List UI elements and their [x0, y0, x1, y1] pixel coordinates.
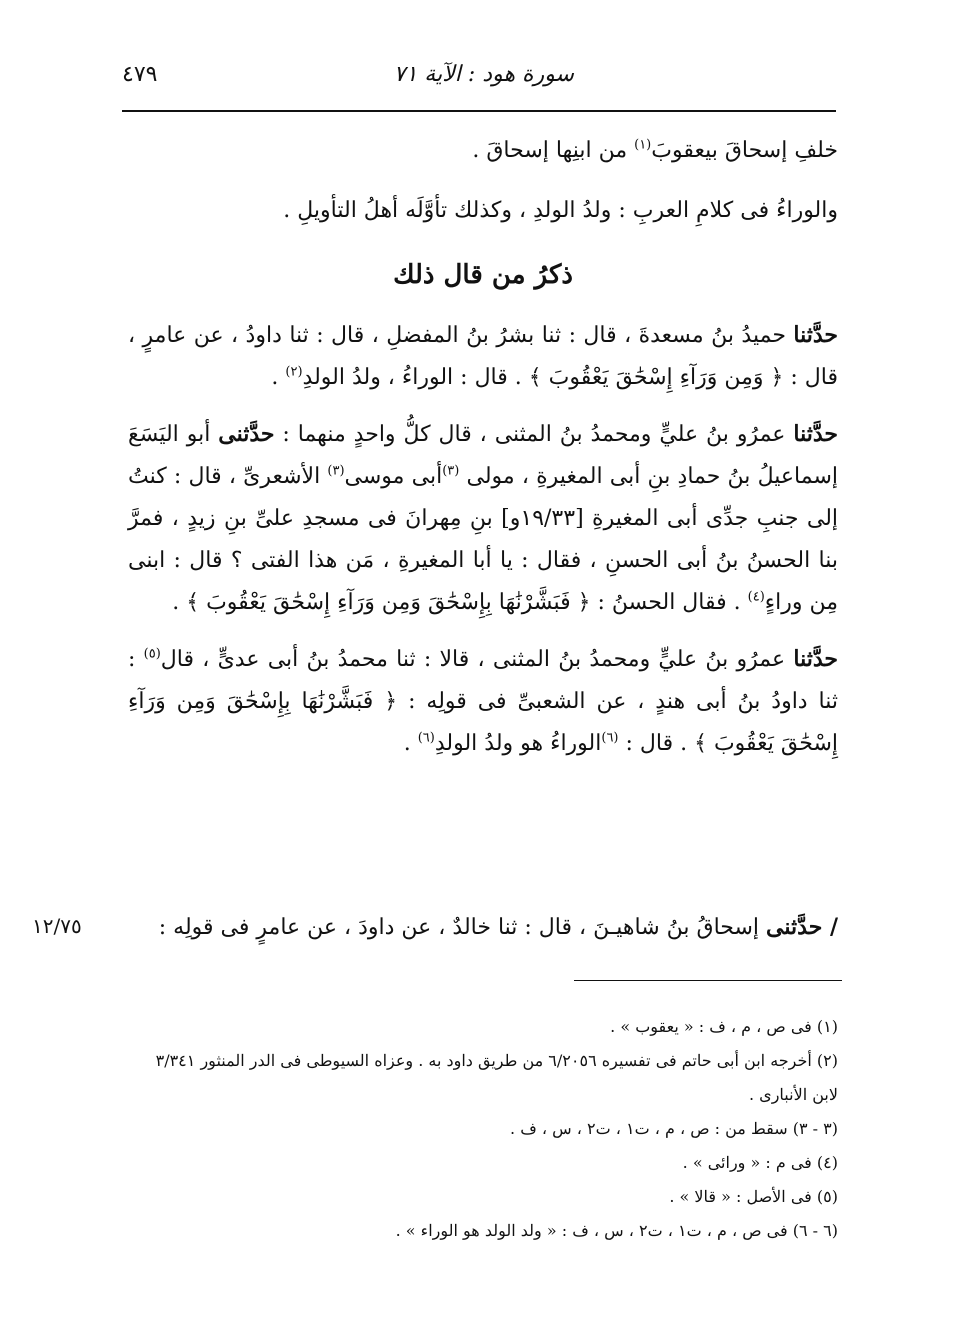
footnote-2: (٢) أخرجه ابن أبى حاتم فى تفسيره ٦/٢٠٥٦ من طريق داود به . وعزاه السيوطى فى الدر المنثور ٣/٣٤١ لابن الأنبارى .: [155, 1051, 838, 1104]
narration-lead: / حدَّثنى: [766, 914, 838, 940]
paragraph-5-text-d: .: [403, 731, 418, 756]
footnote-ref-1: (١): [634, 137, 652, 153]
narration-lead: حدَّثنا: [793, 646, 838, 672]
margin-folio-note: ١٢/٧٥: [32, 914, 82, 938]
paragraph-5-text-a: عمرُو بنُ عليٍّ ومحمدُ بنُ المثنى ، قالا : ثنا محمدُ بنُ أبى عدىٍّ ، قال: [160, 647, 794, 672]
paragraph-1: [128, 130, 838, 172]
paragraph-4: [128, 413, 838, 624]
section-heading: ذكرُ من قال ذلك: [393, 260, 573, 290]
footnote-rule: [574, 980, 842, 981]
paragraph-5-text-c: الوراءُ هو ولدُ الولدِ: [434, 731, 602, 756]
footnote-ref-3a: (٣): [442, 463, 460, 479]
paragraph-6: [118, 906, 838, 949]
page-header: [122, 60, 836, 100]
footnote-ref-3b: (٣): [327, 463, 345, 479]
paragraph-6-text-a: إسحاقُ بنُ شاهيـنَ ، قال : ثنا خالدٌ ، عن داودَ ، عن عامرٍ فى قولِه :: [158, 915, 767, 940]
narration-lead: حدَّثنا: [793, 421, 838, 447]
paragraph-3-text-a: حميدُ بنُ مسعدةَ ، قال : ثنا بشرُ بنُ المفضلِ ، قال : ثنا داودُ ، عن عامرٍ ، قال : ﴿ وَمِن وَرَآءِ إِسْحَٰقَ يَعْقُوبَ ﴾ . قال : الوراءُ ، ولدُ الولدِ: [128, 323, 838, 390]
footnote-ref-6b: (٦): [417, 730, 435, 746]
footnote-6: (٦ - ٦) فى ص ، م ، ت١ ، ت٢ ، س ، ف : « ولد الولد هو الوراء » .: [395, 1221, 838, 1240]
header-rule: [122, 110, 836, 112]
footnote-1: (١) فى ص ، م ، ف : « يعقوب » .: [610, 1017, 838, 1036]
footnote-5: (٥) فى الأصل : « قالا » .: [669, 1187, 838, 1206]
main-text: [128, 130, 838, 779]
paragraph-2: والوراءُ فى كلامِ العربِ : ولدُ الولدِ ، وكذلك تأوَّلَه أهلُ التأويلِ .: [283, 198, 838, 223]
narration-lead: حدَّثنا: [793, 322, 838, 348]
paragraph-1-text-b: من ابنِها إسحاقَ .: [472, 138, 635, 163]
footnote-ref-4: (٤): [747, 589, 765, 605]
paragraph-1-text-a: خلفِ إسحاقَ بيعقوبَ: [651, 138, 838, 163]
paragraph-4-text-a: عمرُو بنُ عليٍّ ومحمدُ بنُ المثنى ، قال كلُّ واحدٍ منهما :: [274, 422, 794, 447]
paragraph-4-text-e: . فقال الحسنُ : ﴿ فَبَشَّرْنَٰهَا بِإِسْحَٰقَ وَمِن وَرَآءِ إِسْحَٰقَ يَعْقُوبَ ﴾ .: [172, 590, 748, 615]
paragraph-4-text-d: الأشعرىِّ ، قال : كنتُ إلى جنبِ جدِّى أبى المغيرةِ [١٩/٣٣و] بنِ مِهرانَ فى مسجدِ علىِّ بنِ زيدٍ ، فمرَّ بنا الحسنُ بنُ أبى الحسنِ ، فقال : يا أبا المغيرةِ ، مَن هذا الفتى ؟ قال : ابنى مِن وراءٍ: [128, 464, 839, 615]
footnote-3: (٣ - ٣) سقط من : ص ، م ، ت١ ، ت٢ ، س ، ف .: [510, 1119, 838, 1138]
paragraph-5-text-b: : ثنا داودُ بنُ أبى هندٍ ، عن الشعبىِّ فى قولِه : ﴿ فَبَشَّرْنَٰهَا بِإِسْحَٰقَ وَمِن وَرَآءِ إِسْحَٰقَ يَعْقُوبَ ﴾ . قال :: [128, 647, 838, 756]
footnotes: [128, 1010, 838, 1248]
footnote-ref-6a: (٦): [601, 730, 619, 746]
footnote-ref-2: (٢): [285, 364, 303, 380]
paragraph-3: [128, 314, 838, 399]
running-title: سورة هود : الآية ٧١: [393, 62, 574, 87]
paragraph-4-text-c: أبى موسى: [344, 464, 443, 489]
paragraph-4-text-b: أبو اليَسَعَ إسماعيلُ بنُ حمادِ بنِ أبى المغيرةِ ، مولى: [128, 422, 838, 489]
footnote-ref-5: (٥): [143, 646, 161, 662]
footnote-4: (٤) فى م : « ورائى » .: [682, 1153, 838, 1172]
paragraph-5: [128, 638, 838, 765]
narration-lead-2: حدَّثنى: [218, 421, 275, 447]
paragraph-3-text-b: .: [271, 365, 286, 390]
page-number: ٤٧٩: [122, 62, 158, 87]
